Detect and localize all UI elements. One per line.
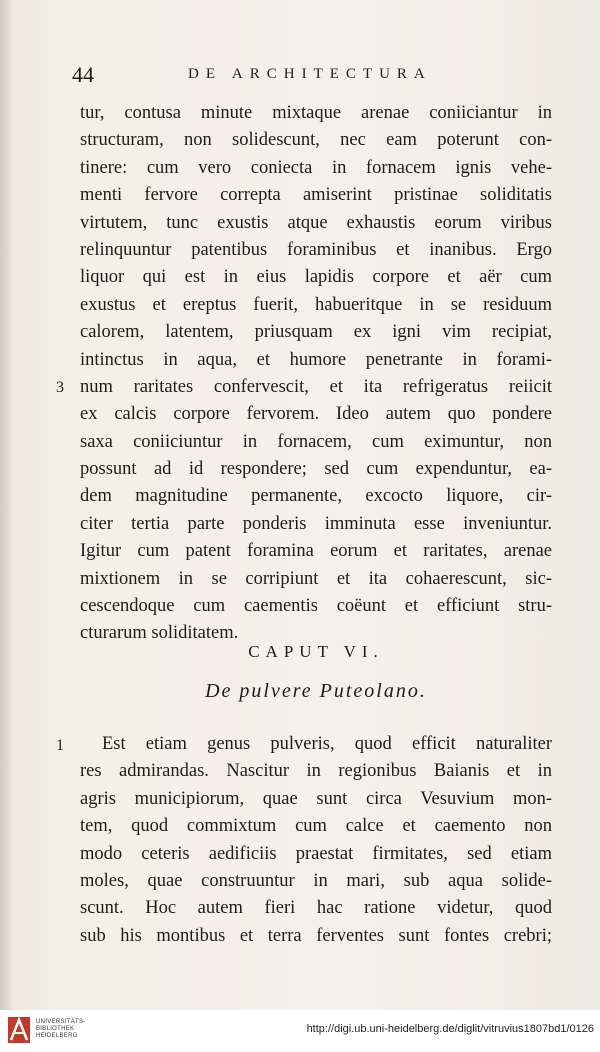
body-text-top [80,100,552,648]
text-line: relinquuntur patentibus foraminibus et inanibus. Ergo [80,239,552,260]
text-line: dem magnitudine permanente, excocto liquore, cir- [80,486,552,507]
text-line: tinere: cum vero coniecta in fornacem ignis vehe- [80,157,552,178]
text-line: saxa coniiciuntur in fornacem, cum eximuntur, non [80,431,552,452]
text-line: res admirandas. Nascitur in regionibus Baianis et in [80,761,552,782]
running-head: DE ARCHITECTURA [188,66,432,82]
text-line: cturarum soliditatem. [80,623,239,644]
text-line: modo ceteris aedificiis praestat firmitates, sed etiam [80,843,552,864]
text-line: Igitur cum patent foramina eorum et raritates, arenae [80,541,552,562]
text-line: menti fervore correpta amiserint pristinae soliditatis [80,185,552,206]
text-line: moles, quae construuntur in mari, sub aqua solide- [80,870,552,891]
text-line: calorem, latentem, priusquam ex igni vim recipiat, [80,322,552,343]
margin-number: 3 [56,379,64,396]
text-line: num raritates confervescit, et ita refrigeratus reiicit [80,376,552,397]
text-line: agris municipiorum, quae sunt circa Vesuvium mon- [80,788,552,809]
chapter-title: CAPUT VI. [248,642,384,661]
text-line: tem, quod commixtum cum calce et caemento non [80,816,552,837]
library-name: UNIVERSITÄTS- BIBLIOTHEK HEIDELBERG [36,1019,86,1039]
chapter-subtitle: De pulvere Puteolano. [205,680,427,702]
body-text-bottom [80,731,552,950]
university-library-logo-icon [6,1014,32,1046]
margin-number: 1 [56,737,64,754]
text-line: liquor qui est in eius lapidis corpore et aër cum [80,267,552,288]
text-line: tur, contusa minute mixtaque arenae coniiciantur in [80,103,552,123]
text-line: mixtionem in se corripiunt et ita cohaerescunt, sic- [80,568,552,589]
text-line: citer tertia parte ponderis imminuta esse inveniuntur. [80,513,552,534]
text-line: virtutem, tunc exustis atque exhaustis eorum viribus [80,212,552,233]
text-line: structuram, non solidescunt, nec eam poterunt con- [80,130,552,151]
text-line: ex calcis corpore fervorem. Ideo autem quo pondere [80,404,552,425]
page-number: 44 [72,62,94,87]
text-line: possunt ad id respondere; sed cum expenduntur, ea- [80,459,552,480]
text-line: cescendoque cum caementis coëunt et efficiunt stru- [80,596,552,617]
page-header [72,62,552,92]
text-line: scunt. Hoc autem fieri hac ratione videtur, quod [80,898,552,919]
source-url-link[interactable]: http://digi.ub.uni-heidelberg.de/diglit/vitruvius1807bd1/0126 [306,1023,594,1035]
text-line: sub his montibus et terra ferventes sunt fontes crebri; [80,925,552,946]
library-footer [0,1010,600,1052]
text-line: exustus et ereptus fuerit, habueritque in se residuum [80,294,552,315]
text-line: Est etiam genus pulveris, quod efficit naturaliter [102,734,552,754]
text-line: intinctus in aqua, et humore penetrante in forami- [80,349,552,370]
